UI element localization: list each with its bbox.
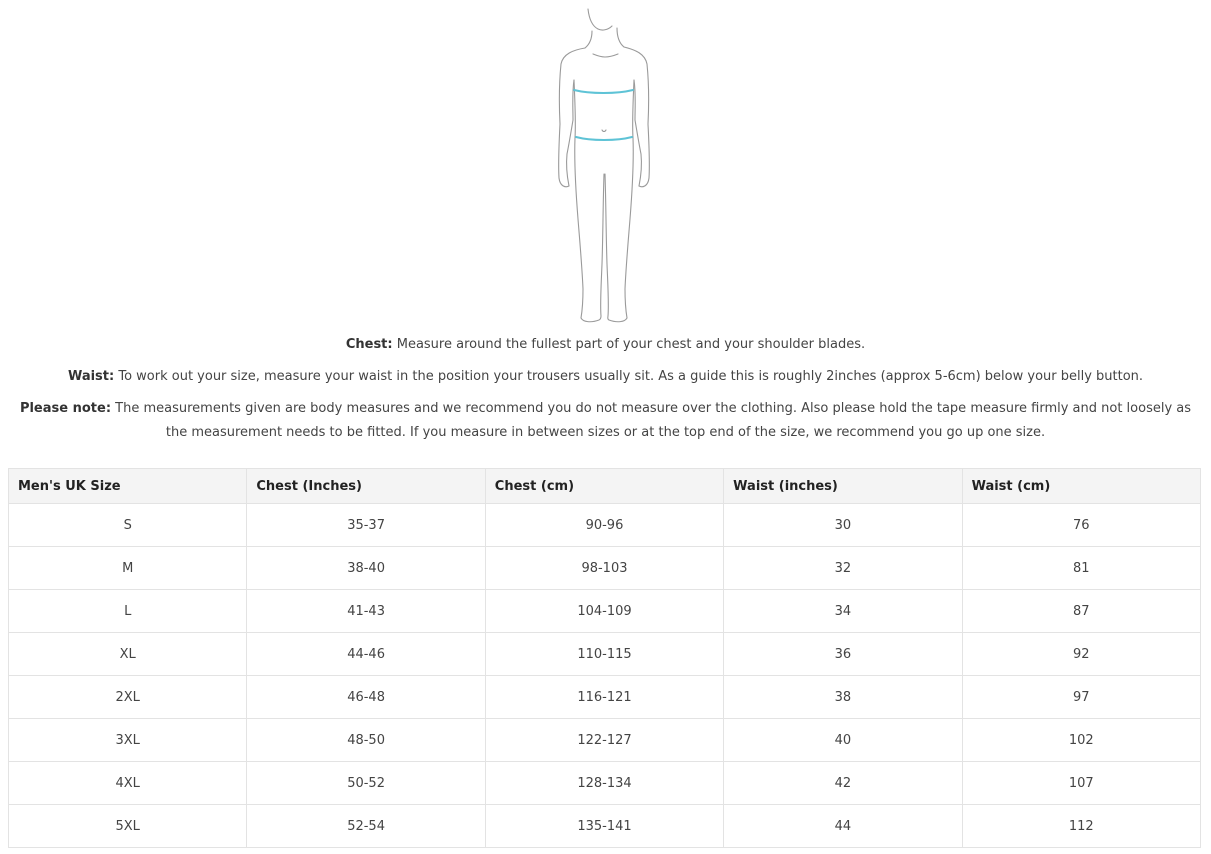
chest-cm-cell: 122-127 <box>485 719 723 762</box>
chest-cm-cell: 135-141 <box>485 805 723 848</box>
measurement-notes <box>0 333 1211 453</box>
chest-inches-cell: 35-37 <box>247 504 485 547</box>
size-cell: 4XL <box>9 762 247 805</box>
please-note <box>0 397 1211 445</box>
size-cell: 5XL <box>9 805 247 848</box>
measurement-figure-area <box>0 0 1211 328</box>
chest-cm-cell: 98-103 <box>485 547 723 590</box>
chest-inches-cell: 50-52 <box>247 762 485 805</box>
chest-note <box>0 333 1211 357</box>
waist-inches-cell: 40 <box>724 719 962 762</box>
chest-cm-cell: 128-134 <box>485 762 723 805</box>
waist-inches-cell: 38 <box>724 676 962 719</box>
table-row <box>9 719 1201 762</box>
waist-cm-cell: 92 <box>962 633 1200 676</box>
waist-cm-cell: 81 <box>962 547 1200 590</box>
table-row <box>9 762 1201 805</box>
size-cell: 2XL <box>9 676 247 719</box>
waist-note-text: To work out your size, measure your waist in the position your trousers usually sit. As a guide this is roughly 2inches (approx 5-6cm) below your belly button. <box>114 369 1144 384</box>
chest-cm-cell: 110-115 <box>485 633 723 676</box>
size-cell: L <box>9 590 247 633</box>
chest-inches-cell: 44-46 <box>247 633 485 676</box>
waist-cm-cell: 97 <box>962 676 1200 719</box>
chest-inches-cell: 38-40 <box>247 547 485 590</box>
table-row <box>9 676 1201 719</box>
size-cell: XL <box>9 633 247 676</box>
tape-measure-lines <box>574 90 633 140</box>
waist-cm-cell: 112 <box>962 805 1200 848</box>
table-row <box>9 633 1201 676</box>
chest-inches-cell: 41-43 <box>247 590 485 633</box>
table-header-row <box>9 469 1201 504</box>
waist-tape-line <box>576 137 632 140</box>
waist-note <box>0 365 1211 389</box>
chest-cm-cell: 104-109 <box>485 590 723 633</box>
header-cell: Chest (Inches) <box>247 469 485 504</box>
header-cell: Chest (cm) <box>485 469 723 504</box>
waist-inches-cell: 32 <box>724 547 962 590</box>
waist-note-label: Waist: <box>67 369 115 384</box>
chest-cm-cell: 116-121 <box>485 676 723 719</box>
header-cell: Men's UK Size <box>9 469 247 504</box>
waist-cm-cell: 87 <box>962 590 1200 633</box>
chest-inches-cell: 46-48 <box>247 676 485 719</box>
header-cell: Waist (inches) <box>724 469 962 504</box>
table-row <box>9 547 1201 590</box>
table-row <box>9 805 1201 848</box>
please-note-label: Please note: <box>19 401 112 416</box>
body-outline <box>559 9 650 322</box>
size-cell: S <box>9 504 247 547</box>
waist-cm-cell: 107 <box>962 762 1200 805</box>
waist-inches-cell: 34 <box>724 590 962 633</box>
waist-inches-cell: 36 <box>724 633 962 676</box>
chest-inches-cell: 48-50 <box>247 719 485 762</box>
chest-note-label: Chest: <box>345 337 393 352</box>
size-chart-table <box>8 468 1201 848</box>
body-measurement-figure <box>545 4 665 326</box>
chest-inches-cell: 52-54 <box>247 805 485 848</box>
waist-cm-cell: 102 <box>962 719 1200 762</box>
waist-inches-cell: 30 <box>724 504 962 547</box>
waist-cm-cell: 76 <box>962 504 1200 547</box>
size-cell: M <box>9 547 247 590</box>
chest-tape-line <box>574 90 633 93</box>
waist-inches-cell: 42 <box>724 762 962 805</box>
header-cell: Waist (cm) <box>962 469 1200 504</box>
table-row <box>9 504 1201 547</box>
chest-note-text: Measure around the fullest part of your chest and your shoulder blades. <box>392 337 866 352</box>
chest-cm-cell: 90-96 <box>485 504 723 547</box>
waist-inches-cell: 44 <box>724 805 962 848</box>
size-cell: 3XL <box>9 719 247 762</box>
please-note-text: The measurements given are body measures and we recommend you do not measure over the clothing. Also please hold the tape measure firmly and not loosely as the measurement needs to be fitted. If you measure in between sizes or at the top end of the size, we recommend you go up one size. <box>111 401 1192 440</box>
table-row <box>9 590 1201 633</box>
